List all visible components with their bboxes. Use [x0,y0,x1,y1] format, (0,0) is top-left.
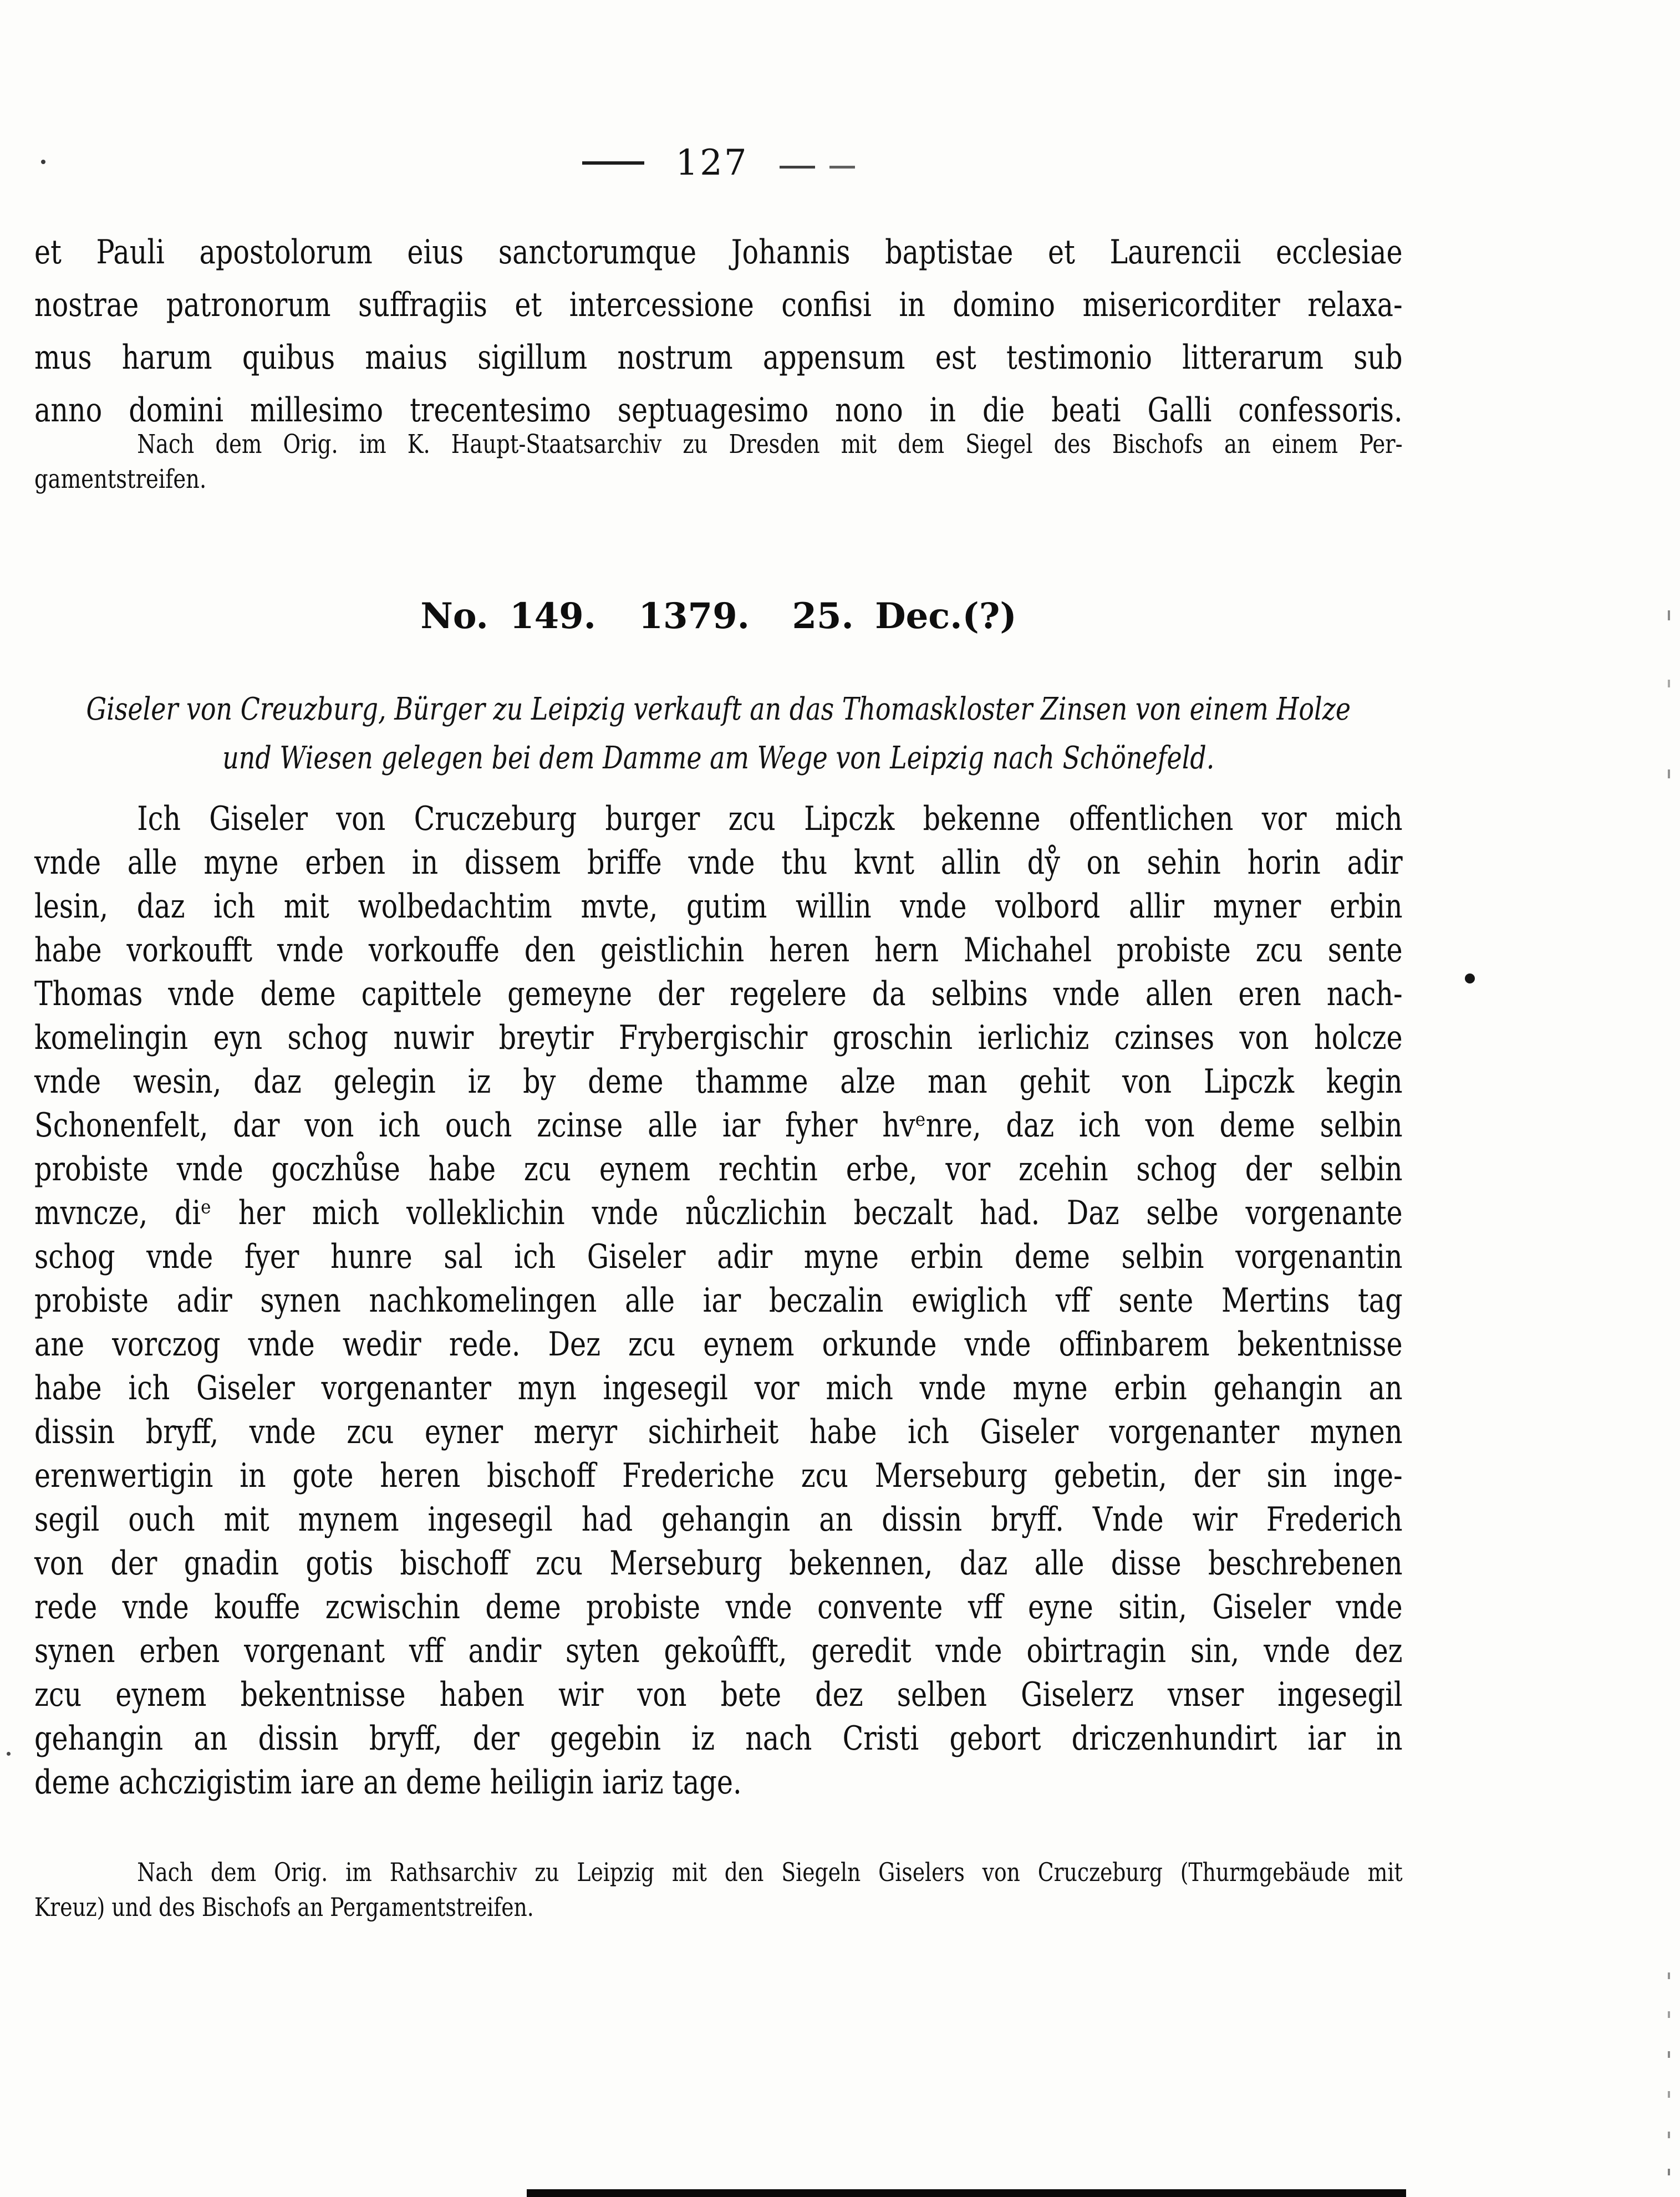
text-line: Nach dem Orig. im K. Haupt-Staatsarchiv zu Dresden mit dem Siegel des Bischofs an einem Per- [137,429,1403,460]
text-line: Kreuz) und des Bischofs an Pergamentstreifen. [34,1892,534,1922]
text-line: von der gnadin gotis bischoff zcu Merseburg bekennen, daz alle disse beschrebenen [34,1544,1403,1583]
scan-artifact-edge-dash [1668,680,1670,687]
text-line: segil ouch mit mynem ingesegil had gehangin an dissin bryff. Vnde wir Frederich [34,1500,1403,1539]
scan-artifact-edge-dash [1668,2091,1670,2098]
text-line: Schonenfelt, dar von ich ouch zcinse alle iar fyher hvᵉnre, daz ich von deme selbin [34,1106,1403,1145]
header-rule-left [582,161,644,165]
text-line: Nach dem Orig. im Rathsarchiv zu Leipzig mit den Siegeln Giselers von Cruczeburg (Thurmgebäude mit [137,1857,1403,1887]
charter-heading: No. 149. 1379. 25. Dec.(?) [420,595,1017,637]
text-line: deme achczigistim iare an deme heiligin iariz tage. [34,1763,742,1802]
text-line: habe vorkoufft vnde vorkouffe den geistlichin heren hern Michahel probiste zcu sente [34,931,1403,970]
text-line: Giseler von Creuzburg, Bürger zu Leipzig verkauft an das Thomaskloster Zinsen von einem Holze [86,691,1351,727]
header-rule-right [780,166,855,169]
charter-summary [34,685,1403,783]
text-line: Ich Giseler von Cruczeburg burger zcu Lipczk bekenne offentlichen vor mich [137,799,1403,838]
scan-artifact-edge-dash [1668,610,1670,620]
text-line: gamentstreifen. [34,464,207,495]
text-line: gehangin an dissin bryff, der gegebin iz nach Cristi gebort driczenhundirt iar in [34,1719,1403,1758]
page-header [34,137,1403,188]
scan-artifact-bottom-bar [527,2189,1406,2197]
scan-artifact-edge-dash [1668,2011,1670,2018]
text-line: anno domini millesimo trecentesimo septuagesimo nono in die beati Galli confessoris. [34,391,1403,430]
text-line: mus harum quibus maius sigillum nostrum appensum est testimonio litterarum sub [34,338,1403,377]
archival-note-leipzig [34,1855,1403,1925]
scan-artifact-edge-dash [1668,2051,1670,2058]
archival-note-dresden [34,427,1403,497]
scan-artifact-edge-dash [1668,2169,1670,2175]
text-line: ane vorczog vnde wedir rede. Dez zcu eynem orkunde vnde offinbarem bekentnisse [34,1325,1403,1364]
scan-artifact-ink-dot [1465,973,1475,983]
text-line: erenwertigin in gote heren bischoff Frederiche zcu Merseburg gebetin, der sin inge- [34,1456,1403,1495]
text-line: et Pauli apostolorum eius sanctorumque Johannis baptistae et Laurencii ecclesiae [34,233,1403,272]
text-line: schog vnde fyer hunre sal ich Giseler adir myne erbin deme selbin vorgenantin [34,1237,1403,1276]
text-line: probiste adir synen nachkomelingen alle iar beczalin ewiglich vff sente Mertins tag [34,1281,1403,1320]
latin-continuation-paragraph [34,226,1403,437]
text-line: Thomas vnde deme capittele gemeyne der regelere da selbins vnde allen eren nach- [34,975,1403,1013]
text-line: und Wiesen gelegen bei dem Damme am Wege von Leipzig nach Schönefeld. [222,740,1215,776]
scan-artifact-speck [41,160,45,164]
text-line: komelingin eyn schog nuwir breytir Frybergischir groschin ierlichiz czinses von holcze [34,1018,1403,1057]
scan-artifact-edge-dash [1668,2132,1670,2138]
scan-artifact-speck [7,1752,11,1756]
charter-body [34,797,1403,1805]
text-line: dissin bryff, vnde zcu eyner meryr sichirheit habe ich Giseler vorgenanter mynen [34,1413,1403,1451]
text-line: zcu eynem bekentnisse haben wir von bete dez selben Giselerz vnser ingesegil [34,1675,1403,1714]
text-line: probiste vnde goczhůse habe zcu eynem rechtin erbe, vor zcehin schog der selbin [34,1150,1403,1189]
text-line: rede vnde kouffe zcwischin deme probiste vnde convente vff eyne sitin, Giseler vnde [34,1588,1403,1627]
text-line: vnde wesin, daz gelegin iz by deme thamme alze man gehit von Lipczk kegin [34,1062,1403,1101]
text-line: lesin, daz ich mit wolbedachtim mvte, gutim willin vnde volbord allir myner erbin [34,887,1403,926]
text-line: synen erben vorgenant vff andir syten gekoûfft, geredit vnde obirtragin sin, vnde dez [34,1632,1403,1670]
text-line: vnde alle myne erben in dissem briffe vnde thu kvnt allin dẙ on sehin horin adir [34,843,1403,882]
text-line: nostrae patronorum suffragiis et intercessione confisi in domino misericorditer relaxa- [34,286,1403,324]
scan-artifact-edge-dash [1668,769,1670,778]
text-line: habe ich Giseler vorgenanter myn ingesegil vor mich vnde myne erbin gehangin an [34,1369,1403,1408]
page-number: 127 [675,142,749,183]
scan-artifact-edge-dash [1668,1972,1670,1979]
text-line: mvncze, diᵉ her mich volleklichin vnde nůczlichin beczalt had. Daz selbe vorgenante [34,1194,1403,1232]
